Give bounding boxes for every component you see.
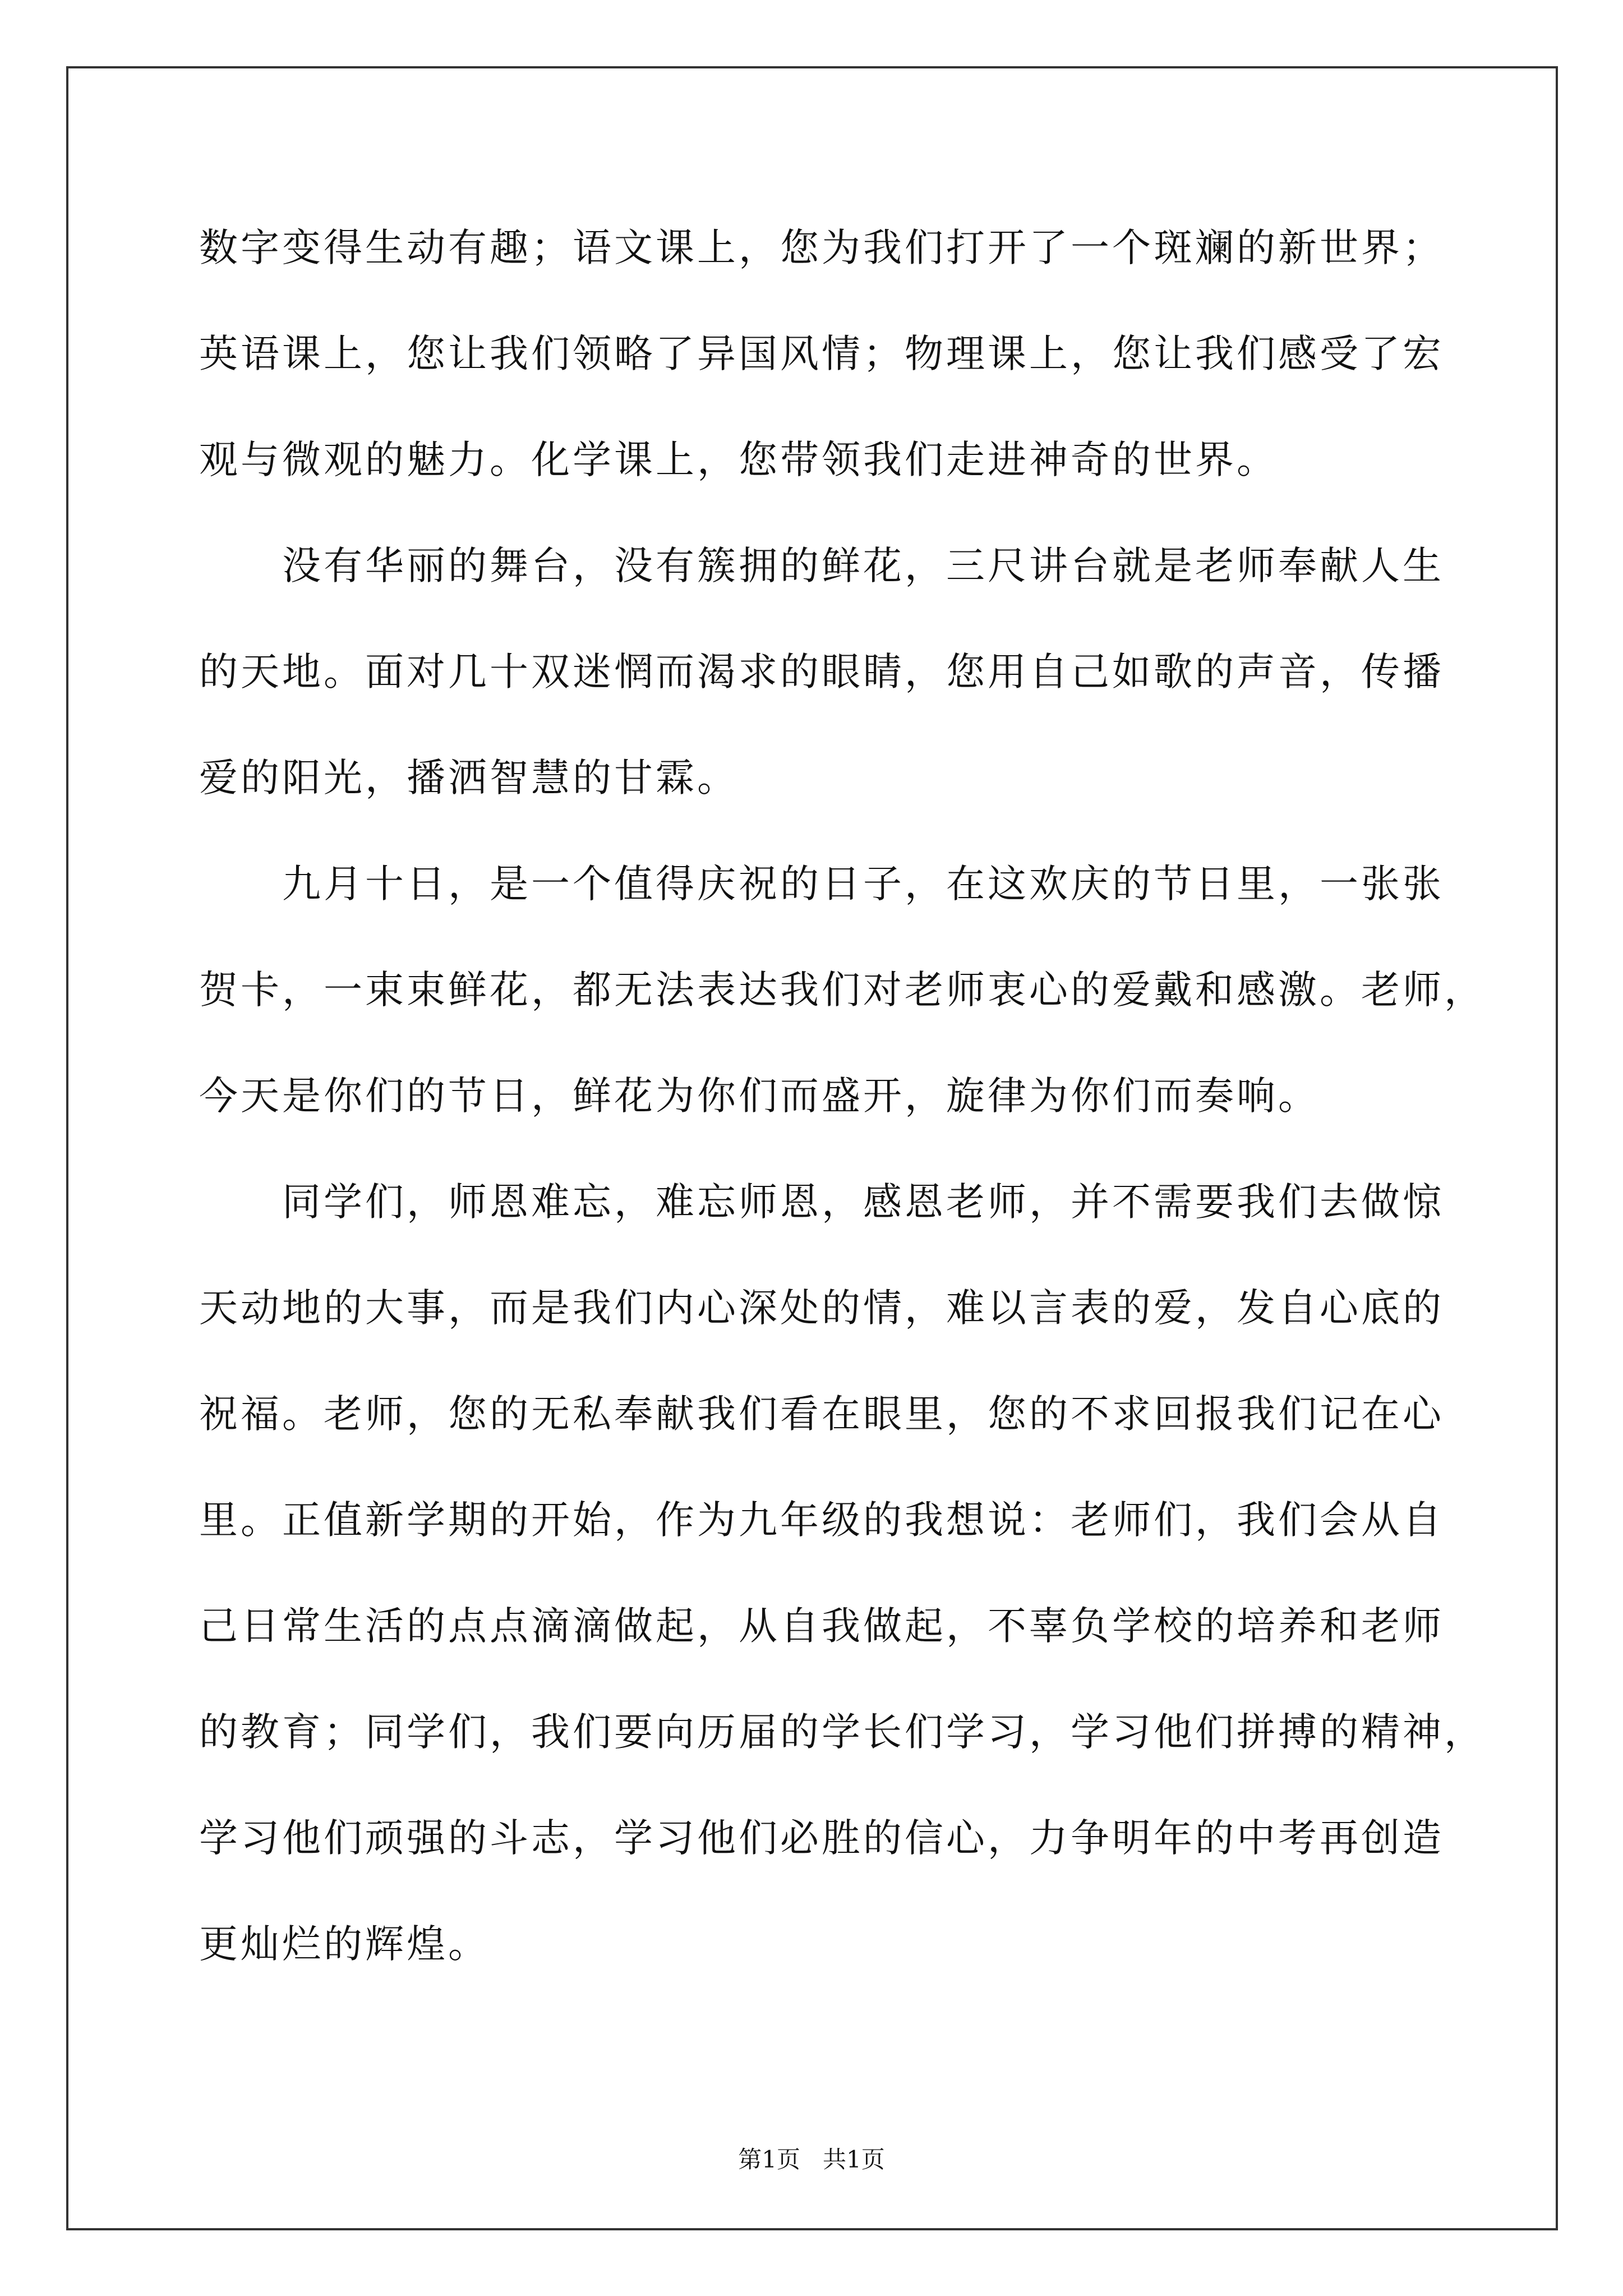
page-border	[66, 66, 1558, 2230]
text-line: 里。正值新学期的开始，作为九年级的我想说：老师们，我们会从自	[199, 1498, 1444, 1543]
text-line: 没有华丽的舞台，没有簇拥的鲜花，三尺讲台就是老师奉献人生	[199, 544, 1444, 588]
text-line: 爱的阳光，播洒智慧的甘霖。	[199, 756, 739, 800]
text-line: 英语课上，您让我们领略了异国风情；物理课上，您让我们感受了宏	[199, 332, 1444, 376]
text-line: 同学们，师恩难忘，难忘师恩，感恩老师，并不需要我们去做惊	[199, 1180, 1444, 1225]
text-line: 学习他们顽强的斗志，学习他们必胜的信心，力争明年的中考再创造	[199, 1816, 1444, 1861]
text-line: 贺卡，一束束鲜花，都无法表达我们对老师衷心的爱戴和感激。老师，	[199, 968, 1486, 1013]
page-footer	[0, 2143, 1623, 2177]
text-line: 的教育；同学们，我们要向历届的学长们学习，学习他们拼搏的精神，	[199, 1710, 1486, 1755]
text-line: 观与微观的魅力。化学课上，您带领我们走进神奇的世界。	[199, 438, 1278, 482]
page-number-current: 第1页	[738, 2146, 800, 2173]
text-line: 数字变得生动有趣；语文课上，您为我们打开了一个斑斓的新世界；	[199, 226, 1444, 270]
text-line: 九月十日，是一个值得庆祝的日子，在这欢庆的节日里，一张张	[199, 862, 1444, 907]
text-line: 今天是你们的节日，鲜花为你们而盛开，旋律为你们而奏响。	[199, 1074, 1320, 1119]
page-number-total: 共1页	[823, 2146, 885, 2173]
text-line: 己日常生活的点点滴滴做起，从自我做起，不辜负学校的培养和老师	[199, 1604, 1444, 1649]
text-line: 祝福。老师，您的无私奉献我们看在眼里，您的不求回报我们记在心	[199, 1392, 1444, 1437]
text-line: 的天地。面对几十双迷惘而渴求的眼睛，您用自己如歌的声音，传播	[199, 650, 1444, 694]
text-line: 天动地的大事，而是我们内心深处的情，难以言表的爱，发自心底的	[199, 1286, 1444, 1331]
text-line: 更灿烂的辉煌。	[199, 1922, 490, 1967]
